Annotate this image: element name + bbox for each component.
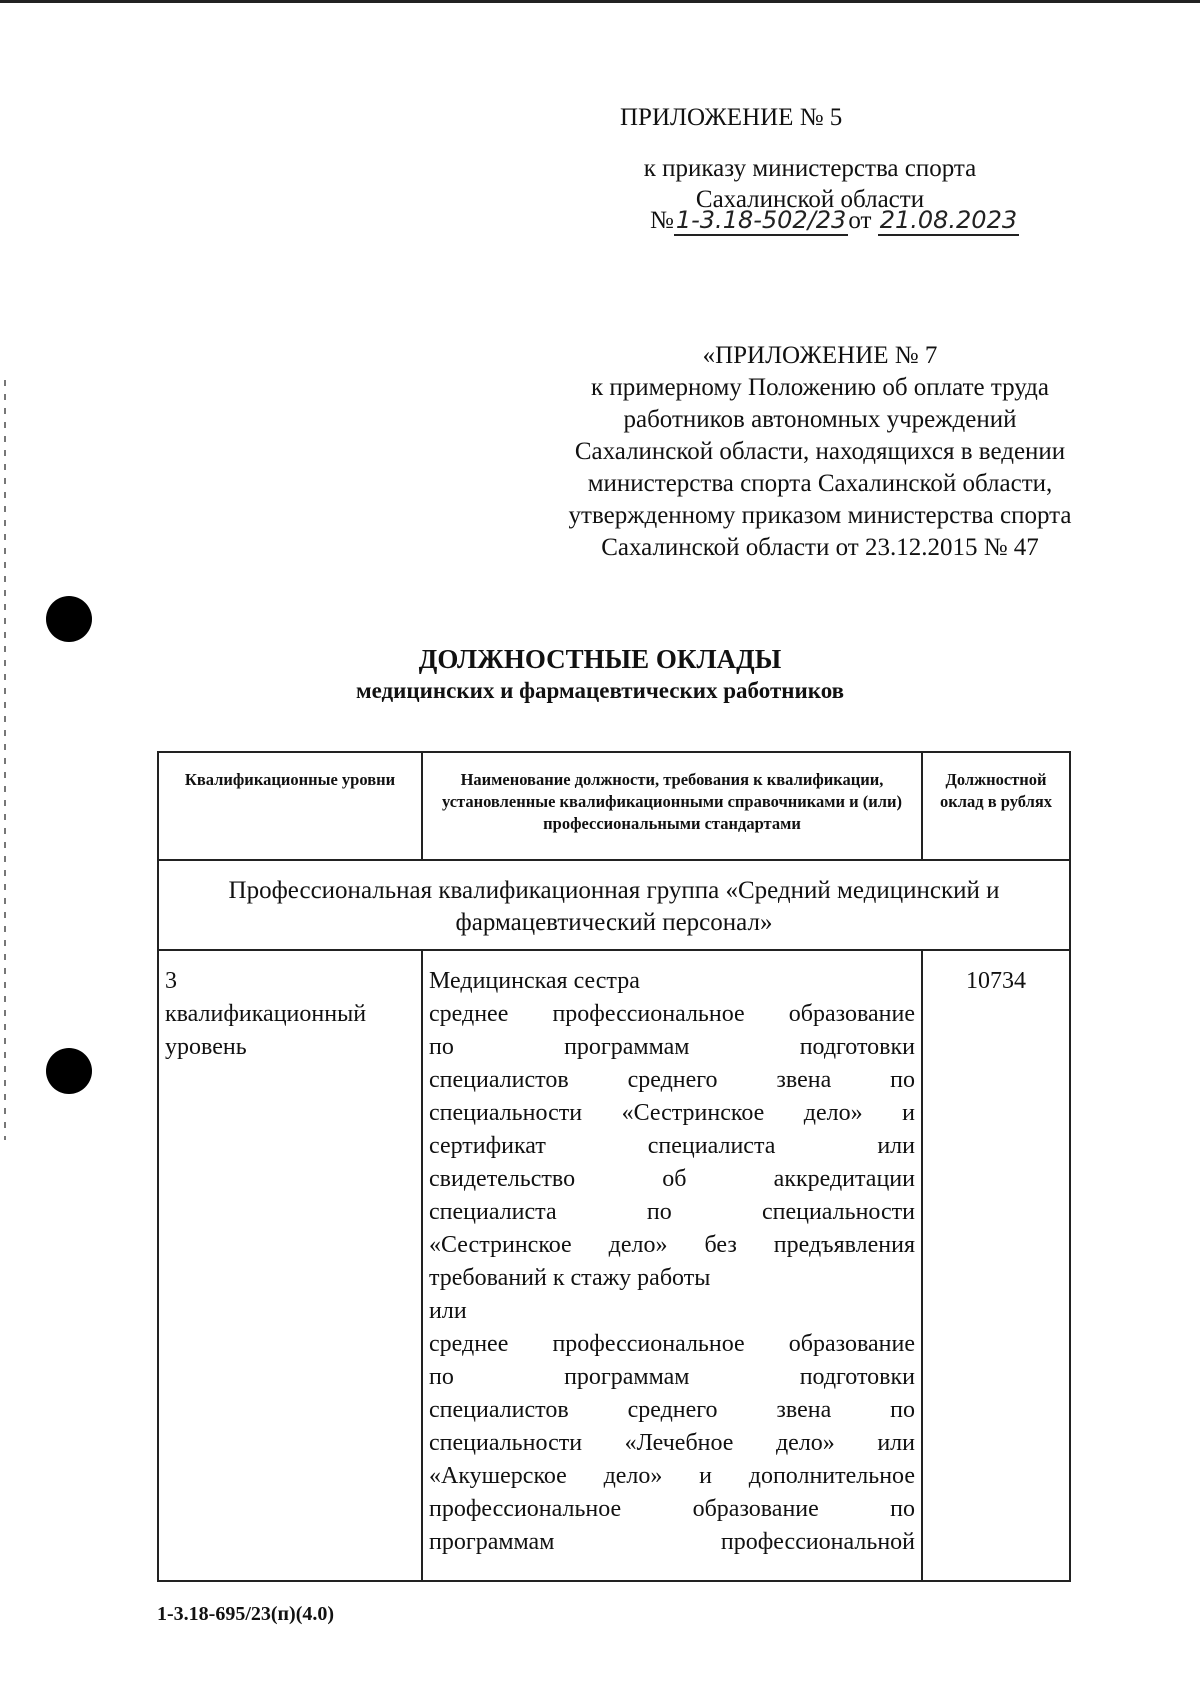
appendix5-registration [650,206,1019,235]
appendix7-line: к примерному Положению об оплате труда [590,374,1050,401]
appendix7-line: «ПРИЛОЖЕНИЕ № 7 [702,342,938,369]
table-row [158,950,1070,1581]
salary-table [157,751,1071,1582]
document-title-sub: медицинских и фармацевтических работников [355,678,845,703]
scan-top-border [0,0,1200,3]
document-title [250,642,950,706]
document-title-main: ДОЛЖНОСТНЫЕ ОКЛАДЫ [418,644,782,674]
qualification-level-cell: 3 квалификационный уровень [158,950,422,1581]
salary-cell: 10734 [922,950,1070,1581]
table-group-row [158,860,1070,950]
header-position-requirements: Наименование должности, требования к квалификации, установленные квалификационными справочниками и (или) профессиональными стандартами [422,752,922,860]
number-prefix: № [650,207,674,234]
appendix7-line: министерства спорта Сахалинской области, [587,470,1053,497]
date-prefix: от [848,207,872,234]
punch-hole-icon [46,1048,92,1094]
appendix7-line: работников автономных учреждений [623,406,1017,433]
table-header-row [158,752,1070,860]
appendix5-line1: к приказу министерства спорта [643,155,977,182]
appendix5-line2: Сахалинской области [695,186,925,213]
header-salary: Должностной оклад в рублях [922,752,1070,860]
appendix7-header [520,340,1120,564]
document-code: 1-3.18-695/23(п)(4.0) [157,1603,335,1625]
appendix7-line: Сахалинской области, находящихся в ведении [574,438,1066,465]
position-requirements-cell: Медицинская сестра среднее профессиональное образование по программам подготовки специалистов среднего звена по специальности «Сестринское дело» и сертификат специалиста или свидетельство об аккредитации специалиста по специальности «Сестринское дело» без предъявления требований к стажу работы или среднее профессиональное образование по программам подготовки специалистов среднего звена по специальности «Лечебное дело» или «Акушерское дело» и дополнительное профессиональное образование по программам профессиональной [422,950,922,1581]
appendix7-line: утвержденному приказом министерства спорта [568,502,1072,529]
appendix7-line: Сахалинской области от 23.12.2015 № 47 [601,534,1039,561]
header-qualification-levels: Квалификационные уровни [158,752,422,860]
punch-hole-icon [46,596,92,642]
professional-group-title: Профессиональная квалификационная группа «Средний медицинский и фармацевтический персонал» [158,860,1070,950]
handwritten-order-number: 1-3.18-502/23 [675,206,847,234]
scan-left-edge-artifact [4,380,6,1140]
appendix5-title: ПРИЛОЖЕНИЕ № 5 [620,104,843,131]
handwritten-order-date: 21.08.2023 [879,206,1018,234]
